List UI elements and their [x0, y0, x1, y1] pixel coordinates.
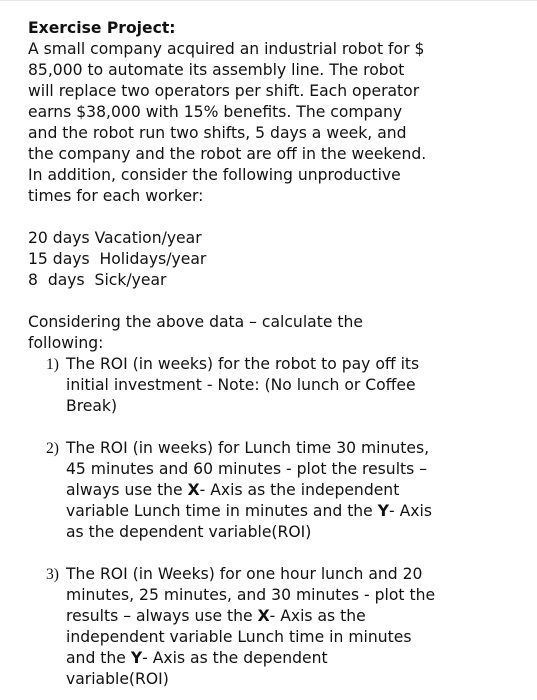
- exercise-intro: A small company acquired an industrial robot for $ 85,000 to automate its assembly line. The robot will replace two operators per shift. Each operator earns $38,000 with 15% benefits. The company and the robot run two shifts, 5 days a week, and the company and the robot are off in the weekend. In addition, consider the following unproductive times for each worker:: [28, 40, 427, 205]
- spacer: [28, 291, 528, 312]
- question-text-part-b: - Axis as the independent variable Lunch time in minutes and the: [66, 481, 400, 520]
- unproductive-times-list: [28, 228, 528, 291]
- spacer: [28, 207, 528, 228]
- question-number: 3): [46, 566, 59, 583]
- y-axis-label: Y: [377, 502, 390, 520]
- y-axis-label: Y: [130, 649, 143, 667]
- question-text: The ROI (in weeks) for the robot to pay off its initial investment - Note: (No lunch or Coffee Break): [66, 355, 420, 415]
- x-axis-label: X: [187, 481, 200, 499]
- exercise-document: [28, 18, 528, 690]
- question-number: 1): [46, 356, 59, 373]
- question-text-part-a: The ROI (in weeks) for Lunch time 30 minutes, 45 minutes and 60 minutes - plot the results – always use the: [66, 439, 430, 499]
- question-number: 2): [46, 440, 59, 457]
- question-1: [28, 354, 528, 417]
- vacation-days: 20 days Vacation/year: [28, 229, 202, 247]
- holiday-days: 15 days Holidays/year: [28, 250, 207, 268]
- exercise-title: Exercise Project:: [28, 19, 176, 37]
- question-text-part-c: - Axis as the dependent variable(ROI): [66, 649, 328, 688]
- top-divider: [0, 0, 537, 1]
- question-2: [28, 438, 528, 543]
- question-text-part-b: - Axis as the independent variable Lunch time in minutes and the: [66, 607, 412, 667]
- x-axis-label: X: [257, 607, 270, 625]
- question-list: [28, 354, 528, 690]
- exercise-prompt: Considering the above data – calculate the following:: [28, 313, 363, 352]
- sick-days: 8 days Sick/year: [28, 271, 167, 289]
- question-text-part-c: - Axis as the dependent variable(ROI): [66, 502, 432, 541]
- question-3: [28, 564, 528, 690]
- question-text-part-a: The ROI (in Weeks) for one hour lunch and 20 minutes, 25 minutes, and 30 minutes - plot the results – always use the: [66, 565, 436, 625]
